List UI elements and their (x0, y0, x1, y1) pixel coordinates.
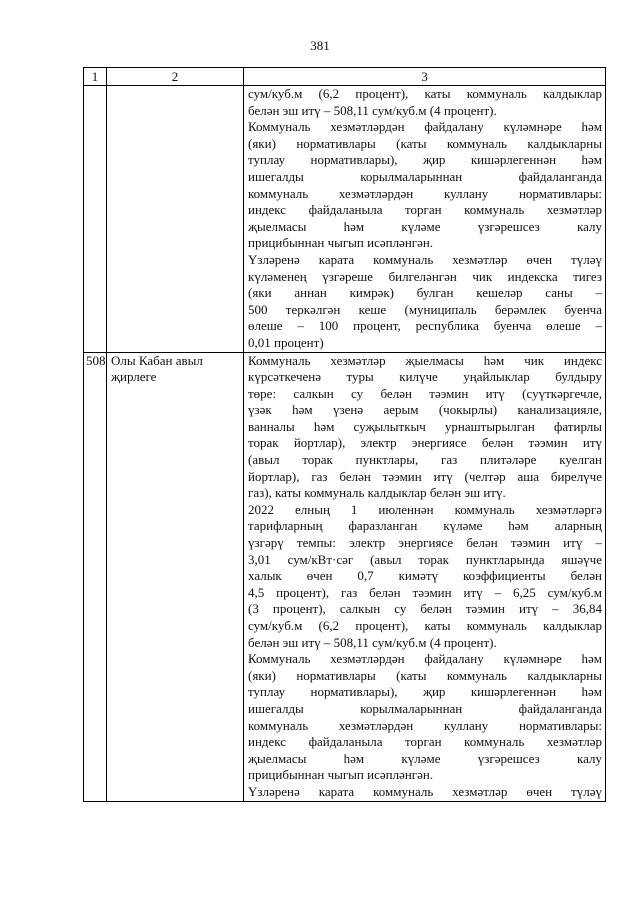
table-row-continuation (84, 86, 606, 353)
paragraph-line: ишегалды корылмаларыннан файдаланганда (248, 700, 602, 716)
paragraph-line: өлеше – 100 процент, республика буенча өлеше – (248, 318, 602, 334)
paragraph-line: Коммуналь хезмәтләрдән файдалану күләмнәре һәм (248, 651, 602, 667)
row-name-cell: Олы Кабан авыл җирлеге (107, 352, 244, 801)
paragraph-line: җыелмасы һәм күләме үзгәрешсез калу (248, 218, 602, 234)
paragraph-line: җыелмасы һәм күләме үзгәрешсез калу (248, 750, 602, 766)
paragraph-line: прицибыннан чыгып исәпләнгән. (248, 235, 434, 251)
paragraph-line: прицибыннан чыгып исәпләнгән. (248, 767, 434, 783)
paragraph-line: Үзләренә карата коммуналь хезмәтләр өчен түләү (248, 251, 602, 267)
paragraph-line: 2022 елның 1 июленнән коммуналь хезмәтләргә (248, 501, 602, 517)
row-number-cell (84, 86, 107, 353)
paragraph-line: (3 процент), салкын су белән тәэмин итү – 36,84 (248, 601, 602, 617)
paragraph-line: газ), каты коммуналь калдыклар белән эш итү. (248, 485, 506, 501)
paragraph-line: 4,5 процент), газ белән тәэмин итү – 6,25 сум/куб.м (248, 584, 602, 600)
page-number: 381 (310, 38, 330, 53)
paragraph-line: төре: салкын су белән тәэмин итү (суүткәргечле, (248, 385, 602, 401)
document-table (83, 67, 606, 802)
paragraph-line: 3,01 сум/кВт·сәг (авыл торак пунктларында яшәүче (248, 551, 602, 567)
paragraph-line: туплау нормативлары), җир кишәрлегеннән һәм (248, 684, 602, 700)
paragraph-line: йортлар), газ белән тәэмин итү (челтәр аша бирелүче (248, 468, 602, 484)
row-name-cell (107, 86, 244, 353)
paragraph-line: (яки) нормативлары (каты коммуналь калдыкларны (248, 667, 602, 683)
paragraph-line: күләменең үзгәреше билгеләнгән чик индекска тигез (248, 268, 602, 284)
paragraph-line: (авыл торак пунктлары, газ плитәләре куелган (248, 452, 602, 468)
paragraph-line: туплау нормативлары), җир кишәрлегеннән һәм (248, 152, 602, 168)
paragraph-line: коммуналь хезмәтләрдән куллану нормативлары: (248, 717, 602, 733)
table-header-row (84, 68, 606, 86)
paragraph-line: сум/куб.м (6,2 процент), каты коммуналь калдыклар (248, 86, 602, 101)
paragraph-line: ишегалды корылмаларыннан файдаланганда (248, 168, 602, 184)
paragraph-line: Үзләренә карата коммуналь хезмәтләр өчен түләү (248, 783, 602, 799)
paragraph-line: үзгәрү темпы: электр энергиясе белән тәэмин итү – (248, 535, 602, 551)
paragraph-line: (яки) нормативлары (каты коммуналь калдыкларны (248, 135, 602, 151)
paragraph-line: сум/куб.м (6,2 процент), каты коммуналь калдыклар (248, 618, 602, 633)
paragraph-line: торак йортлар), электр энергиясе белән тәэмин итү (248, 435, 602, 451)
paragraph-line: (яки аннан кимрәк) булган кешеләр саны – (248, 285, 602, 301)
paragraph-line: халык өчен 0,7 кимәтү коэффициенты белән (248, 568, 602, 584)
paragraph-line: белән эш итү – 508,11 сум/куб.м (4 процент). (248, 102, 497, 118)
header-col-1: 1 (84, 68, 107, 86)
paragraph-line: үзәк һәм үзенә аерым (чокырлы) канализацияле, (248, 402, 602, 418)
header-col-3: 3 (244, 68, 606, 86)
paragraph-line: 0,01 процент) (248, 334, 324, 350)
paragraph-line: 500 теркәлгән кеше (муниципаль берәмлек буенча (248, 301, 602, 317)
paragraph-line: белән эш итү – 508,11 сум/куб.м (4 процент). (248, 634, 497, 650)
paragraph-line: индекс файдаланыла торган коммуналь хезмәтләр (248, 202, 602, 218)
header-col-2: 2 (107, 68, 244, 86)
table-row-508 (84, 352, 606, 801)
paragraph-line: күрсәткеченә туры килүче уңайлыклар булдыру (248, 369, 602, 385)
row-number-cell: 508 (84, 352, 107, 801)
paragraph-line: тарифларның фаразланган күләме һәм аларның (248, 518, 602, 534)
row-text-cell (244, 86, 606, 353)
paragraph-line: Коммуналь хезмәтләрдән файдалану күләмнәре һәм (248, 119, 602, 135)
paragraph-line: индекс файдаланыла торган коммуналь хезмәтләр (248, 734, 602, 750)
paragraph-line: коммуналь хезмәтләрдән куллану нормативлары: (248, 185, 602, 201)
row-text-cell (244, 352, 606, 801)
paragraph-line: Коммуналь хезмәтләр җыелмасы һәм чик индекс (248, 352, 602, 368)
paragraph-line: ванналы һәм суҗылыткыч урнаштырылган фатирлы (248, 418, 602, 434)
